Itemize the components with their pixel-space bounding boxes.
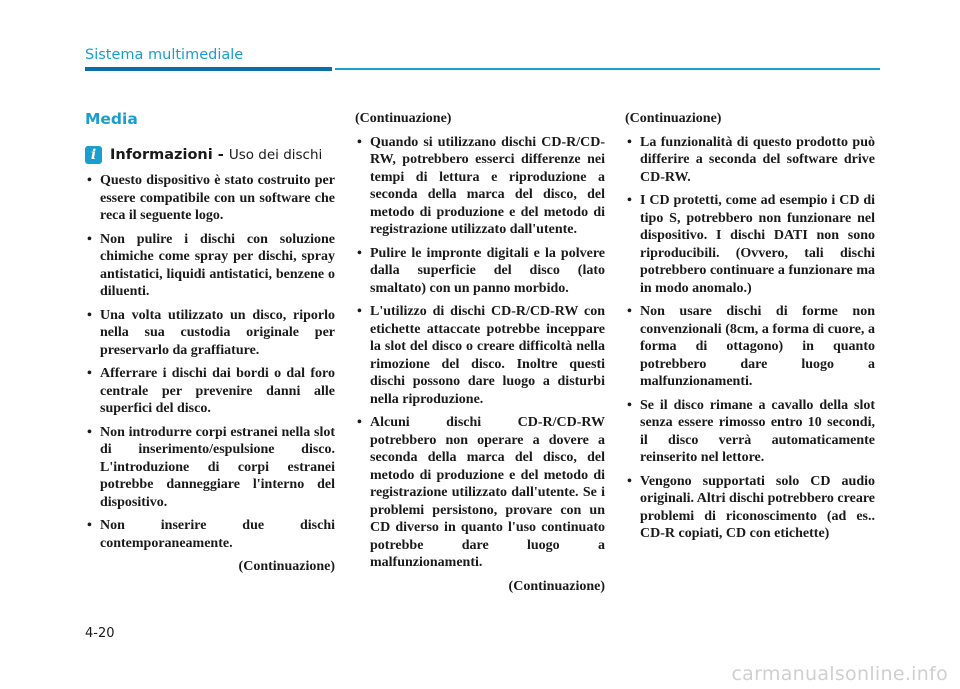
list-item: • Una volta utilizzato un disco, riporlo nella sua custodia originale per preservarlo da graffiature. bbox=[85, 307, 335, 360]
list-item: • Quando si utilizzano dischi CD-R/CD-RW, potrebbero esserci differenze nei tempi di lettura e riproduzione a seconda della marca del disco, del metodo di produzione e del metodo di registrazione utilizzato dall'utente. bbox=[355, 134, 605, 239]
list-item: • Alcuni dischi CD-R/CD-RW potrebbero non operare a dovere a seconda della marca del disco, del metodo di produzione e del metodo di registrazione utilizzato dall'utente. Se i problemi persistono, provare con un CD diverso in quanto l'uso continuato potrebbe dare luogo a malfunzionamenti. bbox=[355, 414, 605, 572]
list-item: • Non inserire due dischi contemporaneamente. bbox=[85, 517, 335, 552]
page-title: Media bbox=[85, 110, 138, 128]
text-column-1 bbox=[85, 172, 335, 576]
page-number: 4-20 bbox=[85, 626, 115, 641]
section-header-title: Sistema multimediale bbox=[85, 47, 244, 63]
list-item: • Non usare dischi di forme non convenzionali (8cm, a forma di cuore, a forma di ottagono) in quanto potrebbero dare luogo a malfunzionamenti. bbox=[625, 303, 875, 391]
bullet-list bbox=[85, 172, 335, 552]
info-heading bbox=[110, 147, 322, 163]
list-item: • La funzionalità di questo prodotto può differire a seconda del software drive CD-RW. bbox=[625, 134, 875, 187]
text-column-2 bbox=[355, 110, 605, 595]
list-item: • Non introdurre corpi estranei nella slot di inserimento/espulsione disco. L'introduzione di corpi estranei potrebbe danneggiare l'interno del dispositivo. bbox=[85, 424, 335, 512]
header-rule-dark bbox=[85, 67, 332, 71]
continuation-footer: (Continuazione) bbox=[508, 578, 605, 594]
bullet-list bbox=[625, 134, 875, 543]
info-subheading: Uso dei dischi bbox=[228, 147, 323, 163]
info-icon: i bbox=[85, 146, 102, 164]
list-item: • L'utilizzo di dischi CD-R/CD-RW con etichette attaccate potrebbe inceppare la slot del disco o creare difficoltà nella rimozione del disco. Inoltre questi dischi possono dare luogo a disturbi nella riproduzione. bbox=[355, 303, 605, 408]
info-heading-row bbox=[85, 146, 322, 164]
list-item: • I CD protetti, come ad esempio i CD di tipo S, potrebbero non funzionare nel dispositivo. I dischi DATI non sono riproducibili. (Ovvero, tali dischi potrebbero continuare a funzionare ma in modo anomalo.) bbox=[625, 192, 875, 297]
continuation-footer: (Continuazione) bbox=[238, 559, 335, 574]
list-item: • Se il disco rimane a cavallo della slot senza essere rimosso entro 10 secondi, il disco verrà automaticamente reinserito nel lettore. bbox=[625, 397, 875, 467]
list-item: • Questo dispositivo è stato costruito per essere compatibile con un software che reca il seguente logo. bbox=[85, 172, 335, 225]
list-item: • Vengono supportati solo CD audio originali. Altri dischi potrebbero creare problemi di riconoscimento (ad es.. CD-R copiati, CD con etichette) bbox=[625, 473, 875, 543]
list-item: • Pulire le impronte digitali e la polvere dalla superficie del disco (lato smaltato) con un panno morbido. bbox=[355, 245, 605, 298]
list-item: • Non pulire i dischi con soluzione chimiche come spray per dischi, spray antistatici, liquidi antistatici, benzene o diluenti. bbox=[85, 231, 335, 301]
list-item: • Afferrare i dischi dai bordi o dal foro centrale per prevenire danni alle superfici del disco. bbox=[85, 365, 335, 418]
text-column-3 bbox=[625, 110, 875, 549]
bullet-list bbox=[355, 134, 605, 572]
watermark: carmanualsonline.info bbox=[731, 663, 948, 685]
continuation-header: (Continuazione) bbox=[355, 111, 452, 126]
continuation-header: (Continuazione) bbox=[625, 111, 722, 126]
header-rule-light bbox=[335, 68, 880, 70]
info-heading-label: Informazioni - bbox=[110, 147, 229, 163]
